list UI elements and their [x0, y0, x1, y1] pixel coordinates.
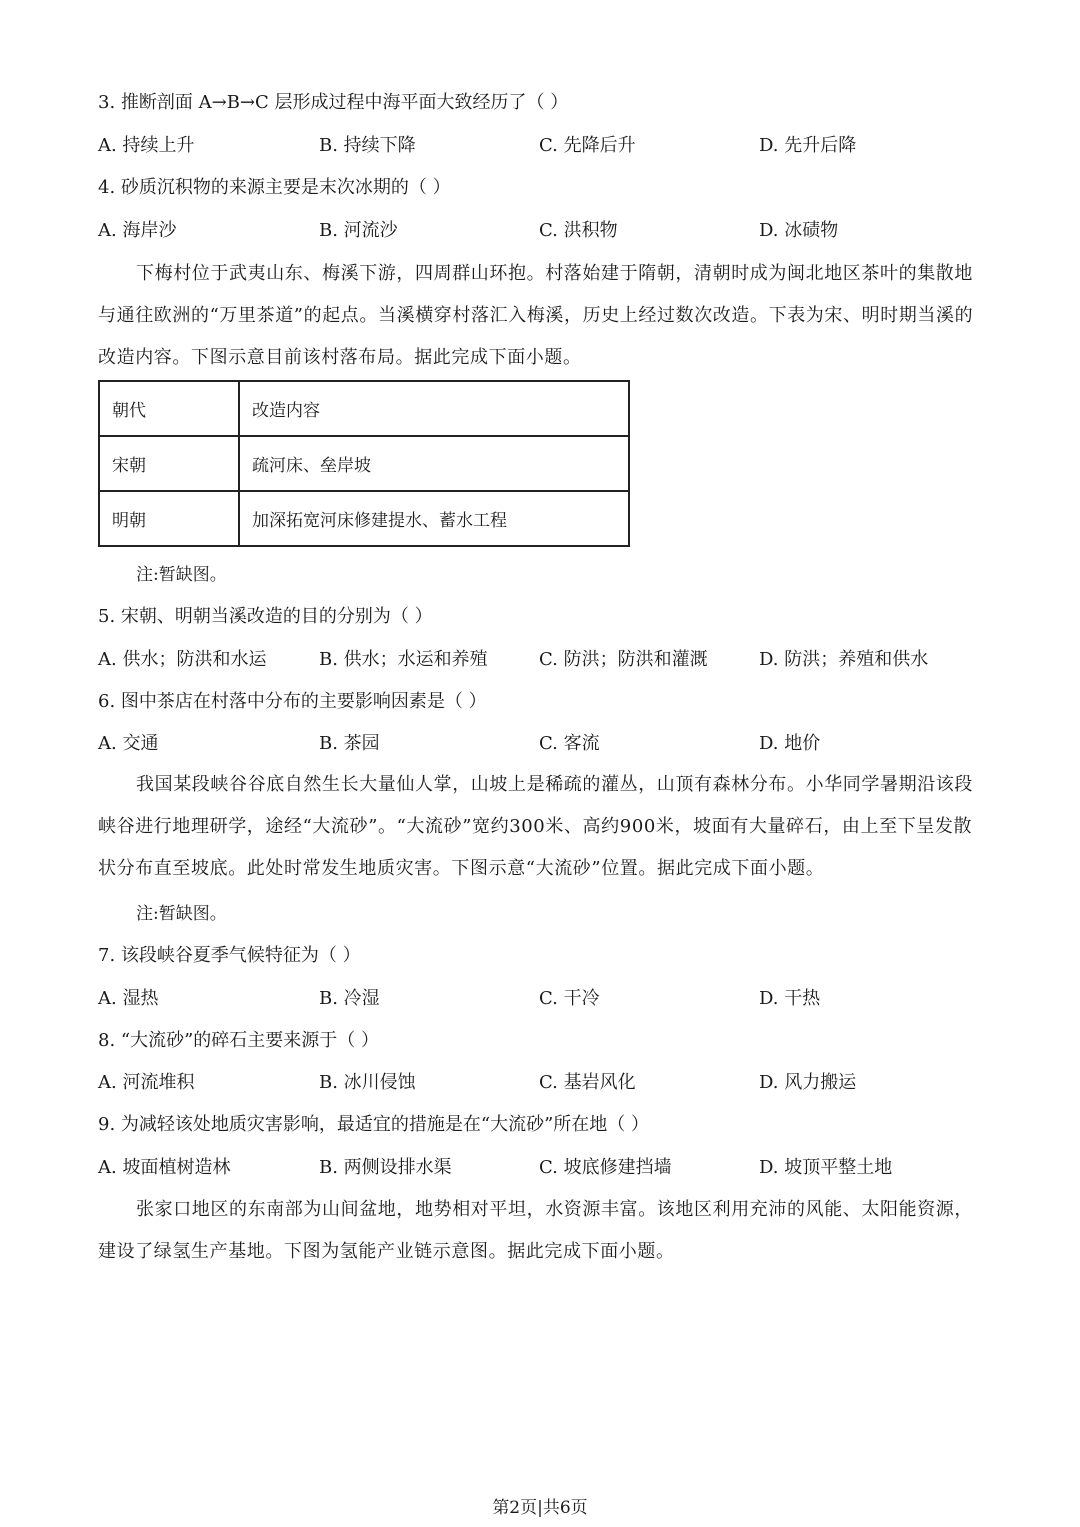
question-3-option-d: D. 先升后降	[759, 135, 857, 156]
question-9-option-b: B. 两侧设排水渠	[319, 1157, 452, 1178]
question-6-option-c: C. 客流	[539, 733, 600, 754]
table-cell-content: 加深拓宽河床修建提水、蓄水工程	[239, 491, 629, 546]
question-8-stem: 8. “大流砂”的碎石主要来源于（ ）	[98, 1030, 380, 1051]
question-8-option-d: D. 风力搬运	[759, 1072, 857, 1093]
question-4-option-c: C. 洪积物	[539, 220, 618, 241]
question-8-option-b: B. 冰川侵蚀	[319, 1072, 416, 1093]
table-header-content: 改造内容	[239, 381, 629, 436]
question-5-options	[98, 647, 998, 673]
table-cell-dynasty: 明朝	[99, 491, 239, 546]
question-6-stem: 6. 图中茶店在村落中分布的主要影响因素是（ ）	[98, 691, 487, 712]
question-5-option-b: B. 供水；水运和养殖	[319, 649, 488, 670]
question-4-stem: 4. 砂质沉积物的来源主要是末次冰期的（ ）	[98, 177, 451, 198]
question-9-options	[98, 1155, 998, 1181]
question-5-option-a: A. 供水；防洪和水运	[98, 649, 267, 670]
question-3-option-c: C. 先降后升	[539, 135, 636, 156]
note-missing-figure-1: 注:暂缺图。	[136, 565, 227, 585]
table-cell-dynasty: 宋朝	[99, 436, 239, 491]
question-6-options	[98, 731, 998, 757]
question-7-option-a: A. 湿热	[98, 988, 159, 1009]
passage-xiamei-village: 下梅村位于武夷山东、梅溪下游，四周群山环抱。村落始建于隋朝，清朝时成为闽北地区茶叶的集散地与通往欧洲的“万里茶道”的起点。当溪横穿村落汇入梅溪，历史上经过数次改造。下表为宋、明时期当溪的改造内容。下图示意目前该村落布局。据此完成下面小题。	[98, 263, 974, 368]
question-7-option-c: C. 干冷	[539, 988, 600, 1009]
question-7-option-d: D. 干热	[759, 988, 821, 1009]
question-9-option-c: C. 坡底修建挡墙	[539, 1157, 672, 1178]
table-header-row	[99, 381, 629, 436]
question-3-option-b: B. 持续下降	[319, 135, 416, 156]
question-6-option-d: D. 地价	[759, 733, 821, 754]
question-8-option-c: C. 基岩风化	[539, 1072, 636, 1093]
question-3-stem: 3. 推断剖面 A→B→C 层形成过程中海平面大致经历了（ ）	[98, 92, 569, 113]
question-6-option-a: A. 交通	[98, 733, 159, 754]
passage-canyon-landslide: 我国某段峡谷谷底自然生长大量仙人掌，山坡上是稀疏的灌丛，山顶有森林分布。小华同学暑期沿该段峡谷进行地理研学，途经“大流砂”。“大流砂”宽约300米、高约900米，坡面有大量碎石，由上至下呈发散状分布直至坡底。此处时常发生地质灾害。下图示意“大流砂”位置。据此完成下面小题。	[98, 774, 973, 879]
question-3-options	[98, 133, 998, 159]
question-9-option-d: D. 坡顶平整土地	[759, 1157, 893, 1178]
dynasty-renovation-table	[98, 380, 630, 547]
question-5-stem: 5. 宋朝、明朝当溪改造的目的分别为（ ）	[98, 606, 433, 627]
question-4-option-b: B. 河流沙	[319, 220, 398, 241]
question-4-option-a: A. 海岸沙	[98, 220, 177, 241]
question-4-options	[98, 218, 998, 244]
question-8-option-a: A. 河流堆积	[98, 1072, 195, 1093]
question-9-option-a: A. 坡面植树造林	[98, 1157, 231, 1178]
question-5-option-d: D. 防洪；养殖和供水	[759, 649, 929, 670]
question-4-option-d: D. 冰碛物	[759, 220, 839, 241]
page-number-footer: 第2页|共6页	[492, 1498, 588, 1518]
question-7-options	[98, 986, 998, 1012]
question-9-stem: 9. 为减轻该处地质灾害影响，最适宜的措施是在“大流砂”所在地（ ）	[98, 1114, 650, 1135]
note-missing-figure-2: 注:暂缺图。	[136, 904, 227, 924]
question-7-option-b: B. 冷湿	[319, 988, 380, 1009]
question-8-options	[98, 1070, 998, 1096]
table-row	[99, 436, 629, 491]
table-header-dynasty: 朝代	[99, 381, 239, 436]
question-5-option-c: C. 防洪；防洪和灌溉	[539, 649, 708, 670]
question-6-option-b: B. 茶园	[319, 733, 380, 754]
passage-zhangjiakou-hydrogen: 张家口地区的东南部为山间盆地，地势相对平坦，水资源丰富。该地区利用充沛的风能、太阳能资源，建设了绿氢生产基地。下图为氢能产业链示意图。据此完成下面小题。	[98, 1199, 973, 1262]
table-row	[99, 491, 629, 546]
question-7-stem: 7. 该段峡谷夏季气候特征为（ ）	[98, 945, 361, 966]
question-3-option-a: A. 持续上升	[98, 135, 195, 156]
table-cell-content: 疏河床、垒岸坡	[239, 436, 629, 491]
